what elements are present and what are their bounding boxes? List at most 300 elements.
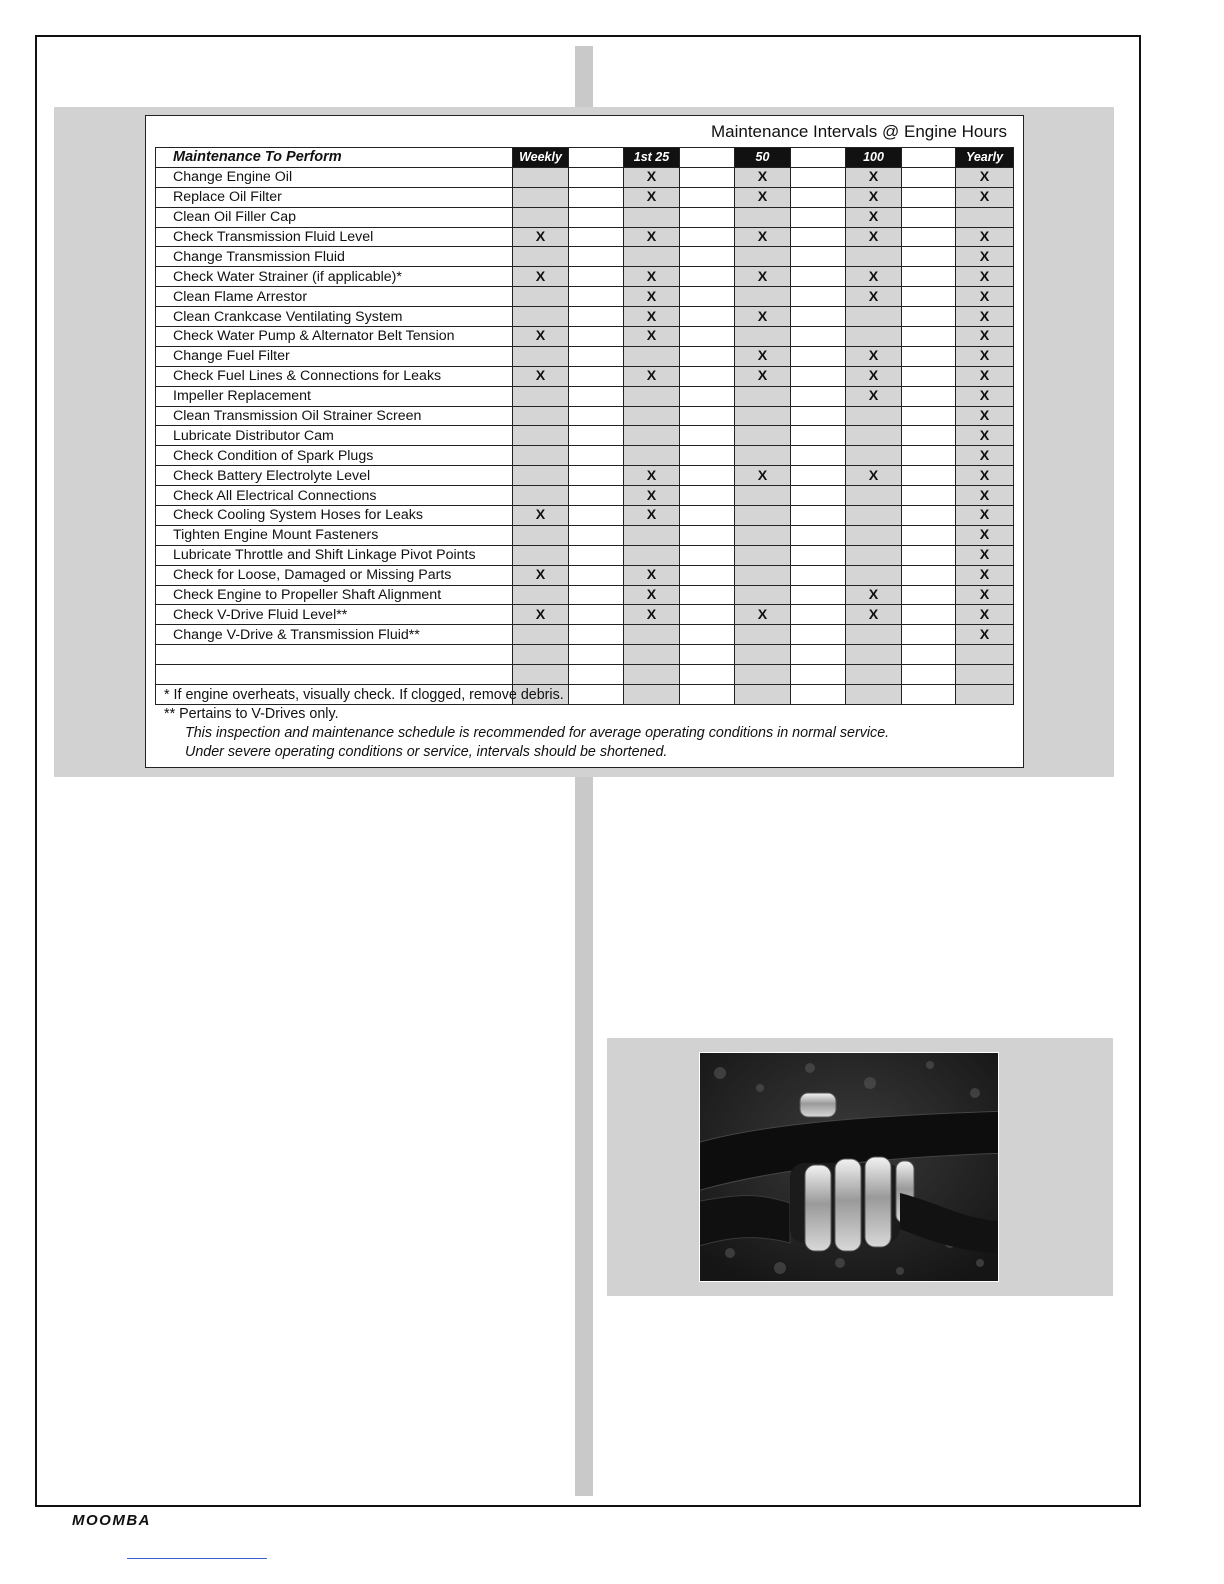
interval-mark-first25: X xyxy=(624,486,680,506)
spacer-cell xyxy=(791,167,846,187)
interval-mark-yearly: X xyxy=(956,426,1014,446)
moomba-logo: MOOMBA xyxy=(72,1512,151,1529)
task-cell: Check Condition of Spark Plugs xyxy=(156,446,513,466)
spacer-cell xyxy=(902,426,956,446)
interval-mark-yearly: X xyxy=(956,446,1014,466)
task-cell: Change Engine Oil xyxy=(156,167,513,187)
interval-mark-h50 xyxy=(735,287,791,307)
interval-mark-first25 xyxy=(624,665,680,685)
spacer-cell xyxy=(791,506,846,526)
spacer-cell xyxy=(680,167,735,187)
interval-mark-yearly: X xyxy=(956,585,1014,605)
interval-mark-h100 xyxy=(846,247,902,267)
interval-mark-h100: X xyxy=(846,346,902,366)
interval-mark-weekly xyxy=(513,386,569,406)
interval-mark-h50: X xyxy=(735,466,791,486)
interval-mark-yearly: X xyxy=(956,327,1014,347)
spacer-cell xyxy=(680,287,735,307)
task-cell: Replace Oil Filter xyxy=(156,187,513,207)
table-header-row xyxy=(156,148,1014,168)
spacer-cell xyxy=(791,386,846,406)
note-vdrive: ** Pertains to V-Drives only. xyxy=(164,706,339,722)
task-cell: Check Cooling System Hoses for Leaks xyxy=(156,506,513,526)
spacer-cell xyxy=(902,645,956,665)
interval-mark-yearly: X xyxy=(956,466,1014,486)
spacer-cell xyxy=(791,466,846,486)
interval-mark-first25 xyxy=(624,426,680,446)
spacer-cell xyxy=(680,426,735,446)
interval-mark-yearly: X xyxy=(956,227,1014,247)
interval-mark-first25 xyxy=(624,645,680,665)
task-cell: Clean Crankcase Ventilating System xyxy=(156,307,513,327)
interval-mark-weekly xyxy=(513,307,569,327)
interval-mark-weekly xyxy=(513,426,569,446)
task-cell: Check Engine to Propeller Shaft Alignment xyxy=(156,585,513,605)
interval-mark-yearly xyxy=(956,665,1014,685)
interval-mark-h50 xyxy=(735,665,791,685)
table-row xyxy=(156,605,1014,625)
spacer-cell xyxy=(569,327,624,347)
spacer-cell xyxy=(902,486,956,506)
interval-mark-h50 xyxy=(735,426,791,446)
spacer-cell xyxy=(902,406,956,426)
spacer-cell xyxy=(902,346,956,366)
spacer-cell xyxy=(902,506,956,526)
table-row xyxy=(156,466,1014,486)
interval-mark-h100 xyxy=(846,645,902,665)
schedule-title: Maintenance Intervals @ Engine Hours xyxy=(710,122,1007,141)
table-row xyxy=(156,287,1014,307)
interval-mark-first25: X xyxy=(624,267,680,287)
spacer-cell xyxy=(791,426,846,446)
note-severe-conditions: Under severe operating conditions or service, intervals should be shortened. xyxy=(185,744,668,760)
task-cell: Check All Electrical Connections xyxy=(156,486,513,506)
spacer-cell xyxy=(791,327,846,347)
header-yearly: Yearly xyxy=(956,148,1014,168)
spacer-cell xyxy=(680,486,735,506)
interval-mark-h50 xyxy=(735,645,791,665)
spacer-cell xyxy=(791,307,846,327)
interval-mark-weekly: X xyxy=(513,227,569,247)
task-cell: Check Water Pump & Alternator Belt Tension xyxy=(156,327,513,347)
spacer-cell xyxy=(902,327,956,347)
interval-mark-h50: X xyxy=(735,307,791,327)
interval-mark-h100 xyxy=(846,665,902,685)
interval-mark-h50: X xyxy=(735,366,791,386)
spacer-cell xyxy=(569,167,624,187)
interval-mark-first25: X xyxy=(624,366,680,386)
interval-mark-weekly xyxy=(513,187,569,207)
spacer-cell xyxy=(680,625,735,645)
interval-mark-h100 xyxy=(846,486,902,506)
table-row xyxy=(156,525,1014,545)
spacer-cell xyxy=(902,665,956,685)
spacer-cell xyxy=(680,585,735,605)
interval-mark-weekly xyxy=(513,625,569,645)
table-row xyxy=(156,406,1014,426)
spacer-cell xyxy=(791,406,846,426)
spacer-cell xyxy=(902,386,956,406)
spacer-cell xyxy=(569,406,624,426)
spacer-cell xyxy=(680,466,735,486)
interval-mark-weekly xyxy=(513,466,569,486)
spacer-cell xyxy=(791,585,846,605)
spacer-cell xyxy=(791,625,846,645)
interval-mark-yearly xyxy=(956,645,1014,665)
task-cell: Impeller Replacement xyxy=(156,386,513,406)
interval-mark-yearly: X xyxy=(956,525,1014,545)
spacer-cell xyxy=(569,207,624,227)
spacer-cell xyxy=(680,227,735,247)
task-cell xyxy=(156,645,513,665)
interval-mark-h100 xyxy=(846,625,902,645)
spacer-cell xyxy=(680,187,735,207)
spacer-cell xyxy=(791,446,846,466)
photo-panel xyxy=(607,1038,1113,1296)
interval-mark-yearly: X xyxy=(956,247,1014,267)
interval-mark-h100: X xyxy=(846,386,902,406)
table-row xyxy=(156,486,1014,506)
interval-mark-h50 xyxy=(735,386,791,406)
spacer-cell xyxy=(680,506,735,526)
task-cell: Change Transmission Fluid xyxy=(156,247,513,267)
spacer-cell xyxy=(791,366,846,386)
spacer-cell xyxy=(569,525,624,545)
spacer-cell xyxy=(902,466,956,486)
interval-mark-h50: X xyxy=(735,346,791,366)
spacer-cell xyxy=(569,625,624,645)
interval-mark-weekly: X xyxy=(513,605,569,625)
interval-mark-weekly xyxy=(513,406,569,426)
table-row xyxy=(156,446,1014,466)
interval-mark-h100 xyxy=(846,565,902,585)
task-cell xyxy=(156,665,513,685)
interval-mark-yearly: X xyxy=(956,486,1014,506)
interval-mark-h100: X xyxy=(846,605,902,625)
spacer-cell xyxy=(680,525,735,545)
interval-mark-weekly: X xyxy=(513,327,569,347)
spacer-cell xyxy=(791,486,846,506)
task-cell: Check Water Strainer (if applicable)* xyxy=(156,267,513,287)
interval-mark-first25: X xyxy=(624,585,680,605)
spacer-cell xyxy=(569,307,624,327)
interval-mark-weekly: X xyxy=(513,506,569,526)
table-row xyxy=(156,227,1014,247)
interval-mark-h100: X xyxy=(846,366,902,386)
interval-mark-h50 xyxy=(735,406,791,426)
header-first-25: 1st 25 xyxy=(624,148,680,168)
table-row xyxy=(156,346,1014,366)
table-row xyxy=(156,327,1014,347)
spacer-cell xyxy=(902,187,956,207)
task-cell: Check V-Drive Fluid Level** xyxy=(156,605,513,625)
interval-mark-h100 xyxy=(846,406,902,426)
task-cell: Clean Transmission Oil Strainer Screen xyxy=(156,406,513,426)
spacer-cell xyxy=(569,506,624,526)
interval-mark-first25 xyxy=(624,625,680,645)
spacer-cell xyxy=(902,585,956,605)
spacer-cell xyxy=(569,227,624,247)
header-50: 50 xyxy=(735,148,791,168)
interval-mark-weekly xyxy=(513,645,569,665)
table-row xyxy=(156,506,1014,526)
spacer-cell xyxy=(569,446,624,466)
schedule-body xyxy=(156,167,1014,704)
task-cell: Lubricate Distributor Cam xyxy=(156,426,513,446)
interval-mark-h50 xyxy=(735,247,791,267)
task-cell: Change Fuel Filter xyxy=(156,346,513,366)
interval-mark-h50: X xyxy=(735,227,791,247)
spacer-cell xyxy=(569,645,624,665)
interval-mark-h50 xyxy=(735,506,791,526)
maintenance-schedule xyxy=(145,115,1024,768)
spacer-cell xyxy=(902,625,956,645)
spacer-cell xyxy=(902,307,956,327)
interval-mark-h50 xyxy=(735,565,791,585)
interval-mark-weekly xyxy=(513,287,569,307)
interval-mark-weekly xyxy=(513,446,569,466)
spacer-cell xyxy=(791,187,846,207)
spacer-cell xyxy=(791,665,846,685)
interval-mark-first25 xyxy=(624,525,680,545)
interval-mark-weekly: X xyxy=(513,565,569,585)
interval-mark-first25: X xyxy=(624,227,680,247)
spacer-cell xyxy=(791,267,846,287)
table-row xyxy=(156,386,1014,406)
interval-mark-yearly: X xyxy=(956,506,1014,526)
spacer-cell xyxy=(680,327,735,347)
interval-mark-weekly xyxy=(513,247,569,267)
interval-mark-weekly: X xyxy=(513,267,569,287)
spacer-cell xyxy=(902,525,956,545)
interval-mark-yearly: X xyxy=(956,406,1014,426)
interval-mark-yearly: X xyxy=(956,187,1014,207)
interval-mark-first25: X xyxy=(624,466,680,486)
spacer-cell xyxy=(680,446,735,466)
interval-mark-weekly xyxy=(513,346,569,366)
footer-rule xyxy=(127,1558,267,1559)
spacer-cell xyxy=(680,406,735,426)
hose-clamp-photo xyxy=(699,1052,999,1282)
interval-mark-h100: X xyxy=(846,227,902,247)
spacer-cell xyxy=(902,605,956,625)
table-row xyxy=(156,625,1014,645)
interval-mark-h100: X xyxy=(846,466,902,486)
spacer-cell xyxy=(680,565,735,585)
interval-mark-first25 xyxy=(624,247,680,267)
interval-mark-h50: X xyxy=(735,605,791,625)
spacer-cell xyxy=(791,645,846,665)
spacer-cell xyxy=(791,227,846,247)
interval-mark-h100: X xyxy=(846,187,902,207)
task-cell: Change V-Drive & Transmission Fluid** xyxy=(156,625,513,645)
spacer-cell xyxy=(680,366,735,386)
interval-mark-h50: X xyxy=(735,167,791,187)
interval-mark-yearly: X xyxy=(956,605,1014,625)
interval-mark-h50 xyxy=(735,486,791,506)
interval-mark-weekly xyxy=(513,167,569,187)
spacer-cell xyxy=(569,545,624,565)
interval-mark-h100: X xyxy=(846,585,902,605)
interval-mark-h100: X xyxy=(846,207,902,227)
spacer-cell xyxy=(680,605,735,625)
spacer-cell xyxy=(680,207,735,227)
spacer-cell xyxy=(902,167,956,187)
task-cell: Clean Flame Arrestor xyxy=(156,287,513,307)
interval-mark-yearly xyxy=(956,207,1014,227)
interval-mark-first25: X xyxy=(624,327,680,347)
interval-mark-weekly xyxy=(513,545,569,565)
table-row xyxy=(156,645,1014,665)
interval-mark-yearly: X xyxy=(956,307,1014,327)
spacer-cell xyxy=(791,346,846,366)
spacer-cell xyxy=(680,386,735,406)
spacer-cell xyxy=(680,307,735,327)
maintenance-table xyxy=(155,147,1014,705)
task-column-header: Maintenance To Perform xyxy=(156,148,513,168)
interval-mark-first25: X xyxy=(624,506,680,526)
interval-mark-yearly: X xyxy=(956,545,1014,565)
spacer-cell xyxy=(680,545,735,565)
interval-mark-first25: X xyxy=(624,187,680,207)
task-cell: Check for Loose, Damaged or Missing Parts xyxy=(156,565,513,585)
spacer-cell xyxy=(569,187,624,207)
spacer-cell xyxy=(569,287,624,307)
spacer-cell xyxy=(569,466,624,486)
spacer-cell xyxy=(569,565,624,585)
interval-mark-first25: X xyxy=(624,605,680,625)
interval-mark-h100: X xyxy=(846,267,902,287)
interval-mark-h50 xyxy=(735,525,791,545)
interval-mark-first25: X xyxy=(624,307,680,327)
spacer-cell xyxy=(902,267,956,287)
interval-mark-h100: X xyxy=(846,287,902,307)
header-weekly: Weekly xyxy=(513,148,569,168)
interval-mark-h50 xyxy=(735,327,791,347)
interval-mark-h50: X xyxy=(735,267,791,287)
interval-mark-yearly: X xyxy=(956,625,1014,645)
spacer-cell xyxy=(902,565,956,585)
spacer-cell xyxy=(791,545,846,565)
note-overheat: * If engine overheats, visually check. If clogged, remove debris. xyxy=(164,687,564,703)
spacer-cell xyxy=(569,426,624,446)
interval-mark-h50 xyxy=(735,545,791,565)
spacer-cell xyxy=(680,346,735,366)
spacer-cell xyxy=(569,247,624,267)
interval-mark-h100 xyxy=(846,525,902,545)
spacer-cell xyxy=(569,346,624,366)
interval-mark-h100: X xyxy=(846,167,902,187)
spacer-cell xyxy=(791,605,846,625)
spacer-cell xyxy=(902,446,956,466)
header-100: 100 xyxy=(846,148,902,168)
task-cell: Check Transmission Fluid Level xyxy=(156,227,513,247)
spacer-cell xyxy=(569,585,624,605)
table-row xyxy=(156,307,1014,327)
spacer-cell xyxy=(791,525,846,545)
table-row xyxy=(156,665,1014,685)
interval-mark-h100 xyxy=(846,446,902,466)
interval-mark-h100 xyxy=(846,426,902,446)
interval-mark-weekly xyxy=(513,665,569,685)
interval-mark-first25: X xyxy=(624,565,680,585)
spacer-cell xyxy=(791,287,846,307)
spacer-cell xyxy=(680,645,735,665)
interval-mark-first25 xyxy=(624,386,680,406)
spacer-cell xyxy=(569,605,624,625)
table-row xyxy=(156,585,1014,605)
interval-mark-h100 xyxy=(846,506,902,526)
note-recommendation: This inspection and maintenance schedule is recommended for average operating conditions in normal service. xyxy=(185,725,890,741)
interval-mark-first25 xyxy=(624,207,680,227)
interval-mark-weekly xyxy=(513,525,569,545)
spacer-cell xyxy=(902,287,956,307)
table-row xyxy=(156,426,1014,446)
table-row xyxy=(156,207,1014,227)
spacer-cell xyxy=(569,366,624,386)
schedule-notes xyxy=(164,686,1004,762)
interval-mark-first25: X xyxy=(624,167,680,187)
table-row xyxy=(156,565,1014,585)
interval-mark-weekly xyxy=(513,486,569,506)
task-cell: Lubricate Throttle and Shift Linkage Pivot Points xyxy=(156,545,513,565)
interval-mark-h100 xyxy=(846,545,902,565)
table-row xyxy=(156,545,1014,565)
table-row xyxy=(156,247,1014,267)
interval-mark-h50 xyxy=(735,207,791,227)
interval-mark-h100 xyxy=(846,307,902,327)
spacer-cell xyxy=(680,267,735,287)
spacer-cell xyxy=(569,486,624,506)
interval-mark-first25 xyxy=(624,346,680,366)
spacer-cell xyxy=(791,565,846,585)
spacer-cell xyxy=(680,247,735,267)
spacer-cell xyxy=(791,247,846,267)
spacer-cell xyxy=(680,665,735,685)
interval-mark-yearly: X xyxy=(956,267,1014,287)
interval-mark-weekly xyxy=(513,207,569,227)
interval-mark-yearly: X xyxy=(956,167,1014,187)
task-cell: Check Battery Electrolyte Level xyxy=(156,466,513,486)
spacer-cell xyxy=(569,267,624,287)
task-cell: Tighten Engine Mount Fasteners xyxy=(156,525,513,545)
spacer-cell xyxy=(902,247,956,267)
spacer-cell xyxy=(902,366,956,386)
task-cell: Check Fuel Lines & Connections for Leaks xyxy=(156,366,513,386)
task-cell: Clean Oil Filler Cap xyxy=(156,207,513,227)
interval-mark-h100 xyxy=(846,327,902,347)
table-row xyxy=(156,167,1014,187)
spacer-cell xyxy=(569,386,624,406)
interval-mark-yearly: X xyxy=(956,565,1014,585)
interval-mark-first25 xyxy=(624,406,680,426)
interval-mark-weekly: X xyxy=(513,366,569,386)
table-row xyxy=(156,267,1014,287)
interval-mark-yearly: X xyxy=(956,287,1014,307)
table-row xyxy=(156,366,1014,386)
spacer-cell xyxy=(902,227,956,247)
spacer-cell xyxy=(791,207,846,227)
interval-mark-yearly: X xyxy=(956,346,1014,366)
interval-mark-first25 xyxy=(624,545,680,565)
interval-mark-first25: X xyxy=(624,287,680,307)
table-row xyxy=(156,187,1014,207)
interval-mark-yearly: X xyxy=(956,386,1014,406)
spacer-cell xyxy=(902,207,956,227)
interval-mark-h50 xyxy=(735,585,791,605)
spacer-cell xyxy=(569,665,624,685)
interval-mark-yearly: X xyxy=(956,366,1014,386)
